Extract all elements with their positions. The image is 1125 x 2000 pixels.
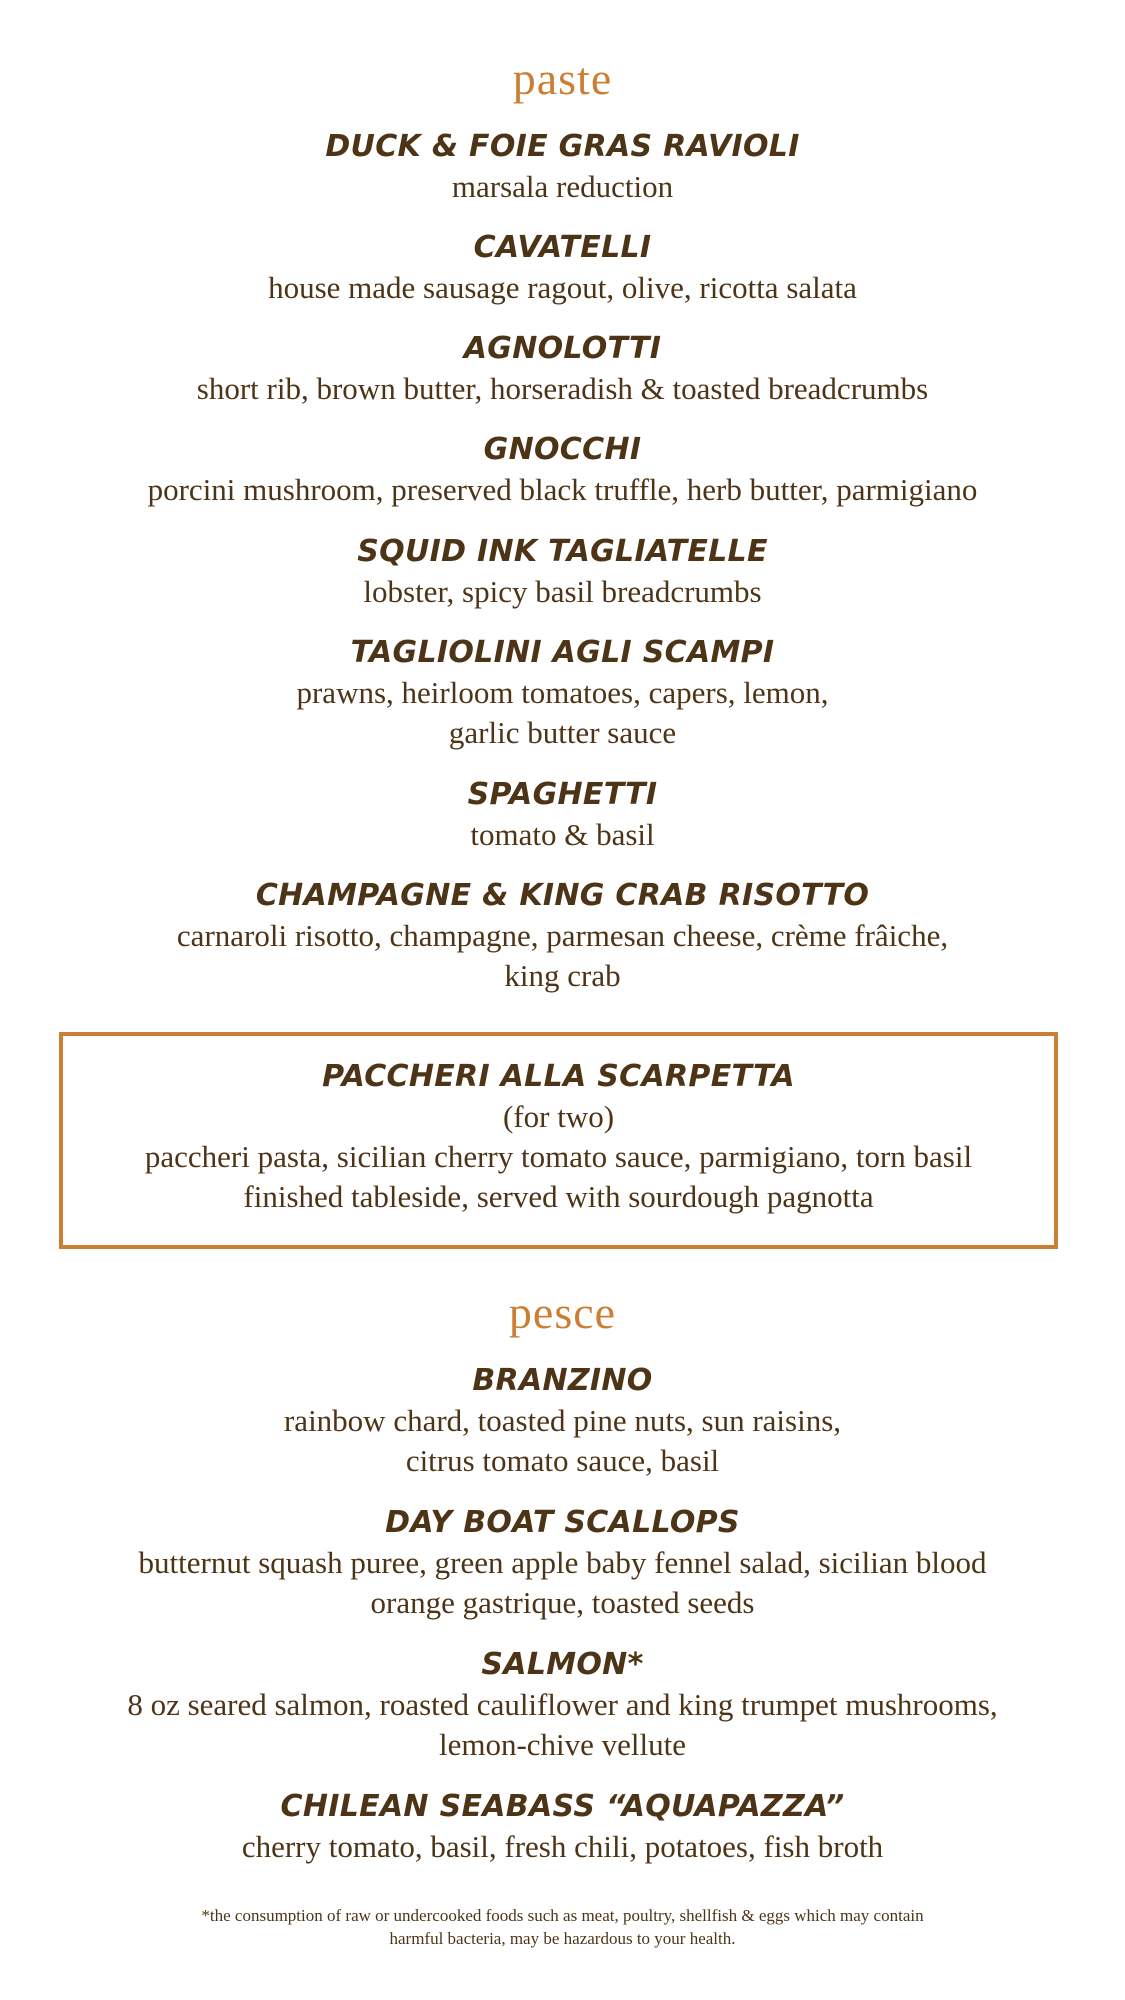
item-description: citrus tomato sauce, basil — [405, 1443, 720, 1478]
item-description: lobster, spicy basil breadcrumbs — [363, 574, 762, 609]
item-name: SALMON* — [481, 1647, 644, 1682]
item-name: GNOCCHI — [483, 432, 642, 467]
featured-item-description: paccheri pasta, sicilian cherry tomato sauce, parmigiano, torn basil — [144, 1139, 973, 1174]
item-description: 8 oz seared salmon, roasted cauliflower and king trumpet mushrooms, — [127, 1687, 998, 1722]
health-disclaimer — [0, 1904, 1125, 1950]
item-description: butternut squash puree, green apple baby fennel salad, sicilian blood — [138, 1545, 987, 1580]
item-description: house made sausage ragout, olive, ricotta salata — [268, 270, 857, 305]
item-name: CHAMPAGNE & KING CRAB RISOTTO — [255, 878, 870, 913]
featured-item — [63, 1057, 1054, 1217]
item-description: prawns, heirloom tomatoes, capers, lemon, — [296, 675, 829, 710]
item-description: garlic butter sauce — [448, 715, 677, 750]
featured-item-description: finished tableside, served with sourdough pagnotta — [243, 1179, 874, 1214]
item-description: orange gastrique, toasted seeds — [370, 1585, 755, 1620]
featured-item-name: PACCHERI ALLA SCARPETTA — [322, 1059, 795, 1094]
item-description: lemon-chive vellute — [438, 1727, 687, 1762]
item-name: TAGLIOLINI AGLI SCAMPI — [350, 635, 775, 670]
menu-item — [0, 228, 1125, 308]
item-name: BRANZINO — [472, 1363, 653, 1398]
disclaimer-line: *the consumption of raw or undercooked foods such as meat, poultry, shellfish & eggs which may contain — [201, 1906, 924, 1925]
item-name: SQUID INK TAGLIATELLE — [357, 534, 768, 569]
menu-item — [0, 1645, 1125, 1765]
item-name: CAVATELLI — [473, 230, 652, 265]
menu-item — [0, 532, 1125, 612]
item-description: short rib, brown butter, horseradish & toasted breadcrumbs — [196, 371, 929, 406]
item-description: rainbow chard, toasted pine nuts, sun raisins, — [283, 1403, 842, 1438]
item-description: carnaroli risotto, champagne, parmesan cheese, crème frâiche, — [176, 918, 949, 953]
item-name: CHILEAN SEABASS “AQUAPAZZA” — [280, 1789, 845, 1824]
section-title-pesce: pesce — [508, 1287, 617, 1338]
menu-item — [0, 1503, 1125, 1623]
item-name: SPAGHETTI — [467, 777, 658, 812]
item-description: marsala reduction — [451, 169, 674, 204]
item-name: AGNOLOTTI — [463, 331, 662, 366]
disclaimer-line: harmful bacteria, may be hazardous to your health. — [389, 1929, 736, 1948]
menu-item — [0, 1787, 1125, 1867]
item-name: DUCK & FOIE GRAS RAVIOLI — [325, 129, 800, 164]
menu-item — [0, 633, 1125, 753]
menu-item — [0, 1361, 1125, 1481]
item-name: DAY BOAT SCALLOPS — [385, 1505, 740, 1540]
featured-item-serving: (for two) — [502, 1099, 615, 1134]
menu-item — [0, 329, 1125, 409]
item-description: cherry tomato, basil, fresh chili, potatoes, fish broth — [241, 1829, 884, 1864]
item-description: tomato & basil — [470, 817, 655, 852]
menu-item — [0, 430, 1125, 510]
item-description: king crab — [504, 958, 621, 993]
menu-item — [0, 876, 1125, 996]
section-title-paste: paste — [512, 53, 613, 104]
menu-item — [0, 775, 1125, 855]
featured-item-box — [59, 1032, 1058, 1249]
menu-item — [0, 127, 1125, 207]
item-description: porcini mushroom, preserved black truffle, herb butter, parmigiano — [147, 472, 978, 507]
